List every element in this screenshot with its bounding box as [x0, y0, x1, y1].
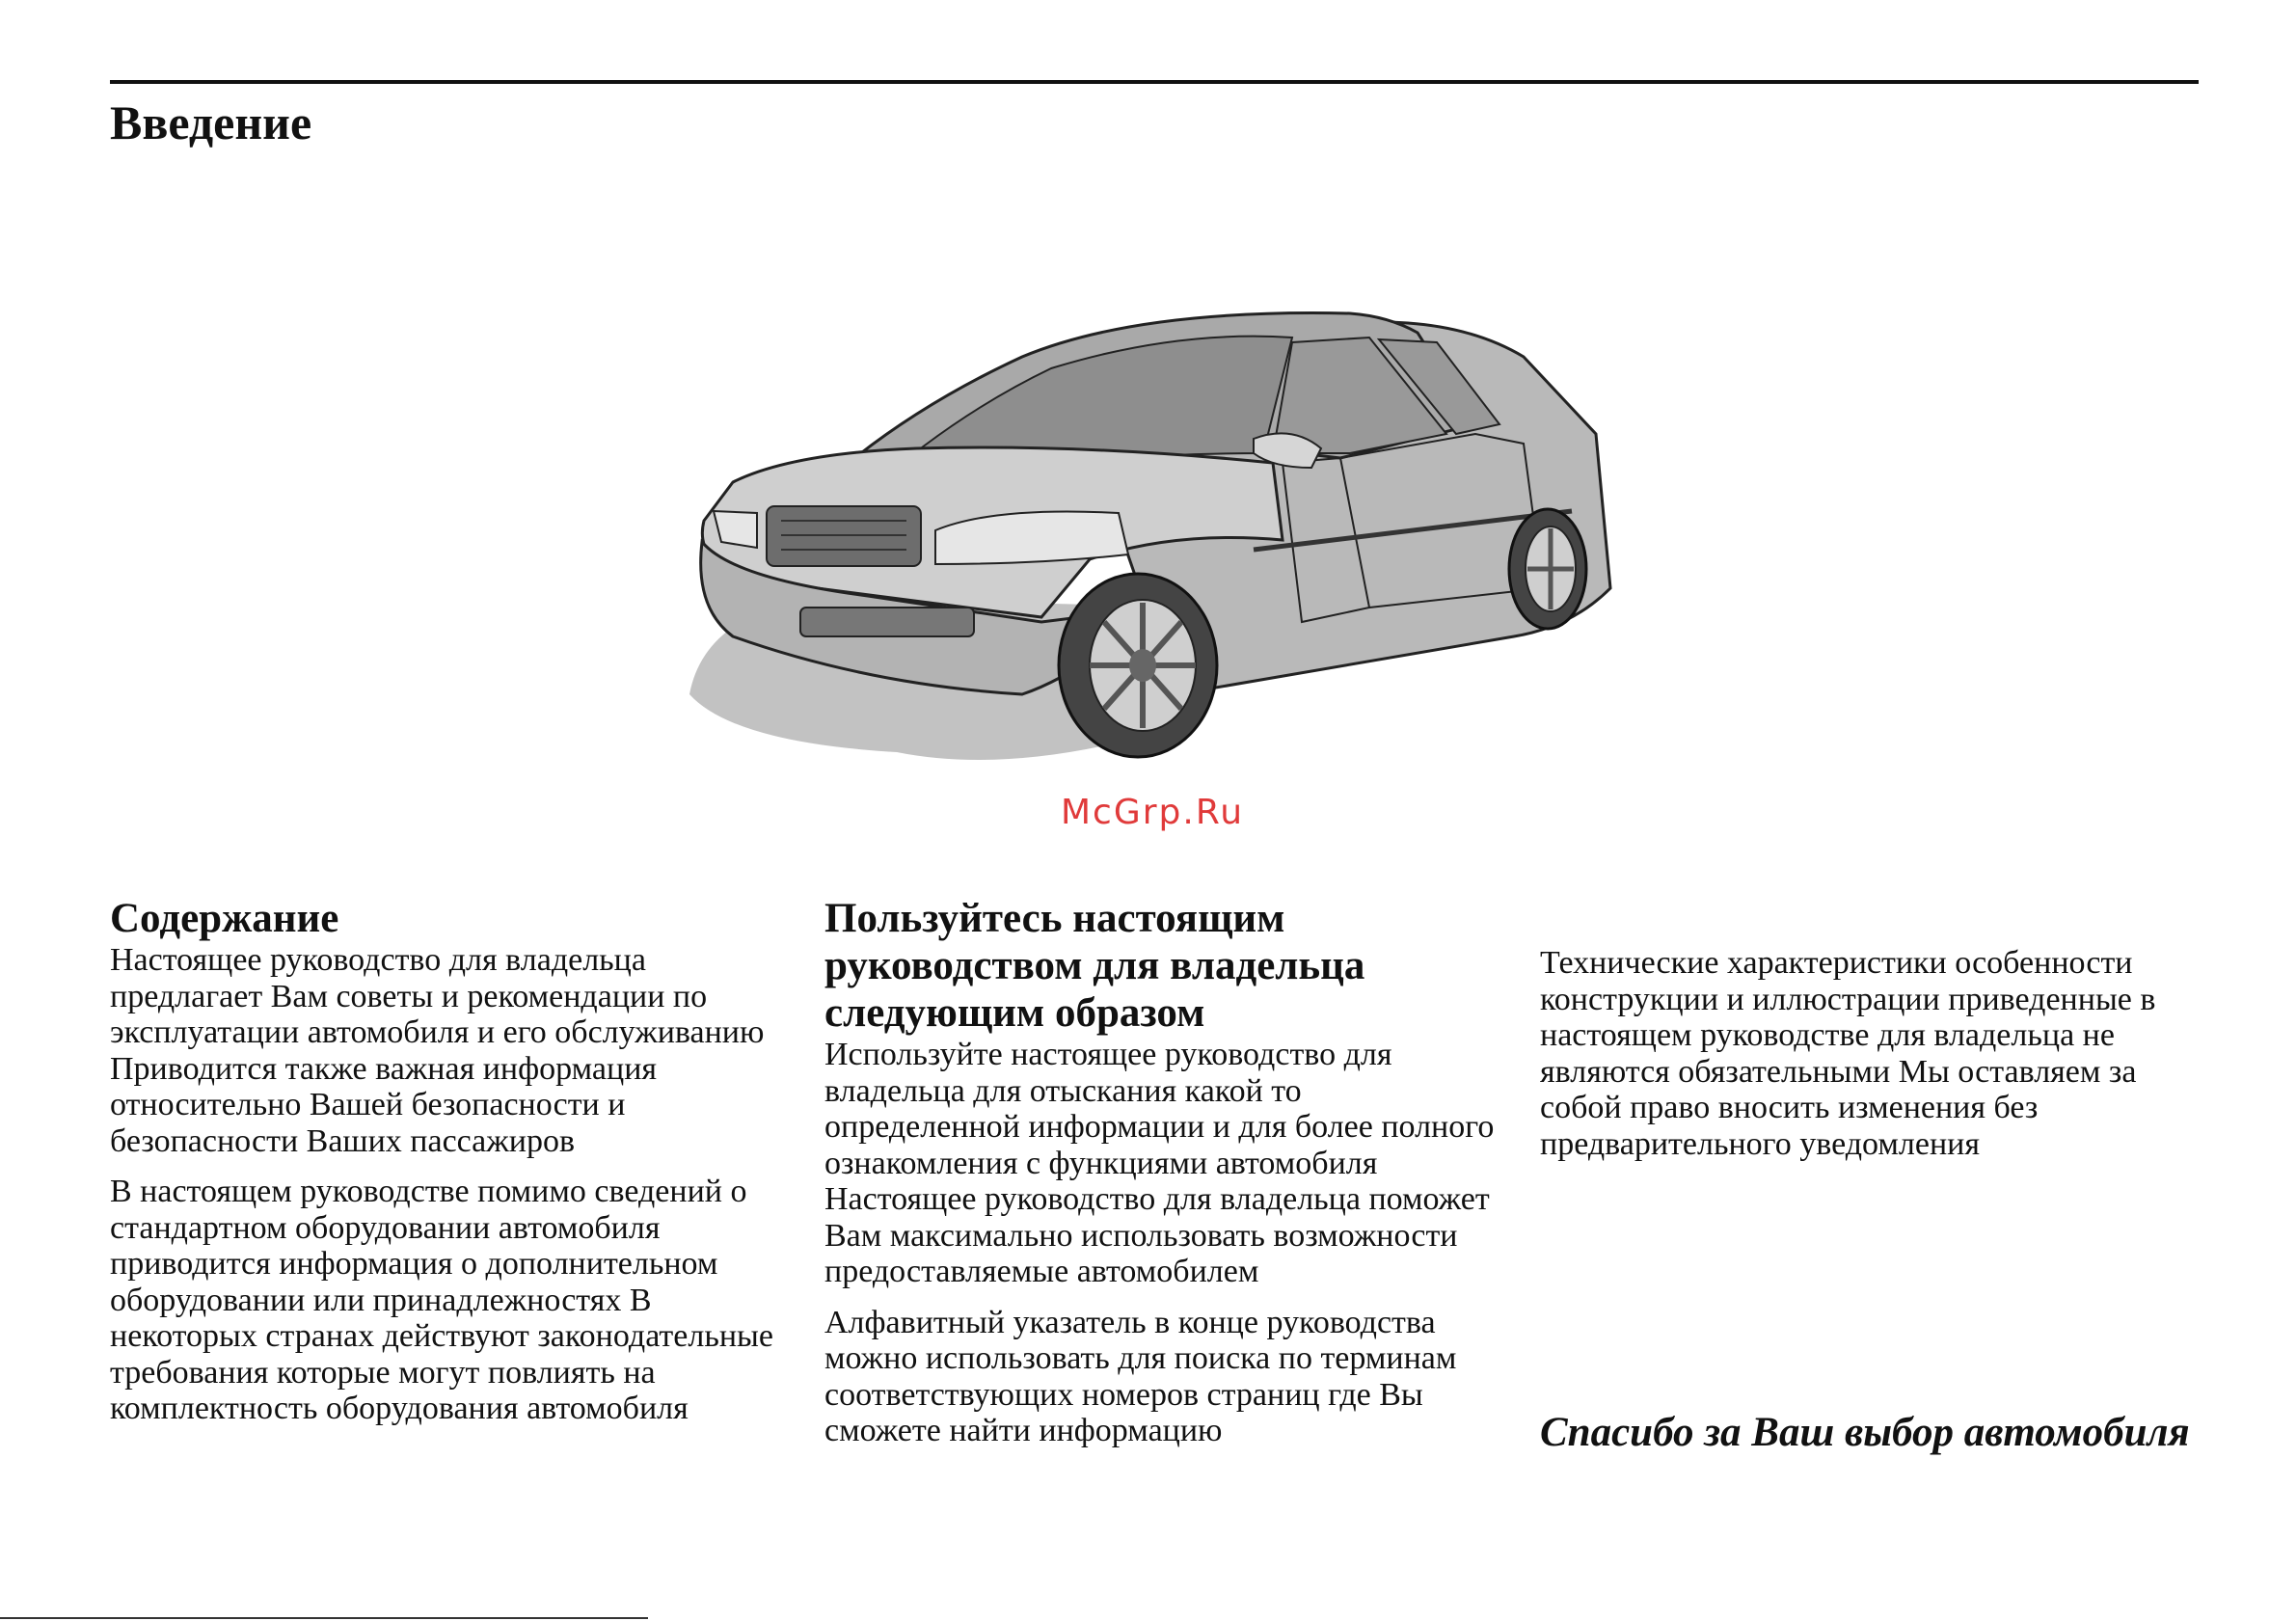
paragraph: Алфавитный указатель в конце руководства можно использовать для поиска по терминам соответствующих номеров страниц где Вы сможете найти информацию [824, 1304, 1457, 1448]
section-heading-contents: Содержание [110, 896, 339, 941]
watermark-text: McGrp.Ru [1061, 793, 1245, 832]
paragraph: Настоящее руководство для владельца предлагает Вам советы и рекомендации по эксплуатации автомобиля и его обслуживанию Приводится также важная информация относительно Вашей безопасности и безопасности Ваших пассажиров [110, 942, 765, 1159]
page-title: Введение [110, 95, 312, 149]
bottom-rule [0, 1617, 648, 1619]
top-rule [110, 80, 2199, 84]
column-contents [110, 895, 785, 1427]
paragraph: Используйте настоящее руководство для владельца для отыскания какой то определенной информации и для более полного ознакомления с функциями автомобиля Настоящее руководство для владельца поможет Вам максимально использовать возможности предоставляемые автомобилем [824, 1037, 1495, 1289]
column-usage [824, 895, 1499, 1449]
car-sedan-illustration-icon [675, 289, 1620, 771]
column-specifications [1540, 945, 2205, 1162]
paragraph: Технические характеристики особенности конструкции и иллюстрации приведенные в настоящем руководстве для владельца не являются обязательными Мы оставляем за собой право вносить изменения без предварительного уведомления [1540, 945, 2156, 1162]
closing-thanks: Спасибо за Ваш выбор автомобиля [1540, 1410, 2190, 1455]
paragraph: В настоящем руководстве помимо сведений о стандартном оборудовании автомобиля приводится информация о дополнительном оборудовании или принадлежностях В некоторых странах действуют законодательные требования которые могут повлиять на комплектность оборудования автомобиля [110, 1174, 773, 1426]
section-heading-usage: Пользуйтесь настоящим руководством для владельца следующим образом [824, 896, 1365, 1036]
